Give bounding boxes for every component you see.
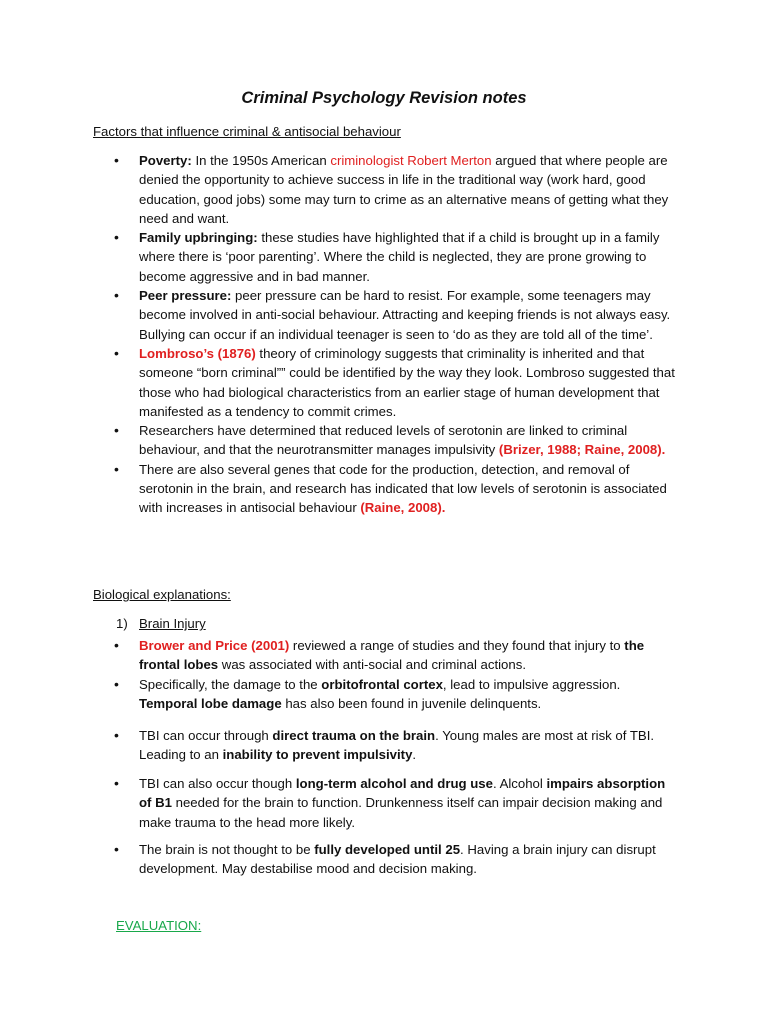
- section-heading-factors: Factors that influence criminal & antisocial behaviour: [93, 124, 401, 139]
- section-heading-biological: Biological explanations:: [93, 587, 231, 602]
- list-item-brain-development: • The brain is not thought to be fully developed until 25. Having a brain injury can disrupt development. May destabilise mood and decision making.: [0, 840, 679, 879]
- list-item-tbi-trauma: • TBI can occur through direct trauma on the brain. Young males are most at risk of TBI. Leading to an inability to prevent impulsivity.: [0, 726, 679, 765]
- list-item-serotonin: • Researchers have determined that reduced levels of serotonin are linked to criminal behaviour, and that the neurotransmitter manages impulsivity (Brizer, 1988; Raine, 2008).: [0, 421, 679, 460]
- brain-injury-list: [0, 636, 679, 713]
- factors-list: [0, 151, 679, 518]
- list-item-genes: • There are also several genes that code for the production, detection, and removal of serotonin in the brain, and research has indicated that low levels of serotonin is associated with increases in antisocial behaviour (Raine, 2008).: [0, 460, 679, 518]
- list-item-family-upbringing: • Family upbringing: these studies have highlighted that if a child is brought up in a family where there is ‘poor parenting’. Where the child is neglected, they are prone growing to become aggressive and in bad manner.: [0, 228, 679, 286]
- list-item-peer-pressure: • Peer pressure: peer pressure can be hard to resist. For example, some teenagers may become involved in anti-social behaviour. Attracting and keeping friends is not always easy. Bullying can occur if an individual teenager is seen to ‘do as they are told all of the time’.: [0, 286, 679, 344]
- tbi-trauma-list: [0, 726, 679, 765]
- numbered-subheading: 1) Brain Injury: [116, 616, 206, 631]
- list-item-poverty: • Poverty: In the 1950s American criminologist Robert Merton argued that where people are denied the opportunity to achieve success in life in the traditional way (work hard, good education, good jobs) some may turn to crime as an alternative means of getting what they need and want.: [0, 151, 679, 228]
- list-item-orbitofrontal: • Specifically, the damage to the orbitofrontal cortex, lead to impulsive aggression. Temporal lobe damage has also been found in juvenile delinquents.: [0, 675, 679, 714]
- page-title: Criminal Psychology Revision notes: [241, 89, 527, 107]
- list-item-lombroso: • Lombroso’s (1876) theory of criminology suggests that criminality is inherited and that someone “born criminal”” could be identified by the way they look. Lombroso suggested that those who had biological characteristics from an earlier stage of human development that manifested as a tendency to commit crimes.: [0, 344, 679, 421]
- evaluation-heading: EVALUATION:: [116, 918, 202, 933]
- list-item-tbi-alcohol: • TBI can also occur though long-term alcohol and drug use. Alcohol impairs absorption of B1 needed for the brain to function. Drunkenness itself can impair decision making and make trauma to the head more likely.: [0, 774, 679, 832]
- list-item-brower-price: • Brower and Price (2001) reviewed a range of studies and they found that injury to the frontal lobes was associated with anti-social and criminal actions.: [0, 636, 679, 675]
- tbi-alcohol-list: [0, 774, 679, 832]
- brain-development-list: [0, 840, 679, 879]
